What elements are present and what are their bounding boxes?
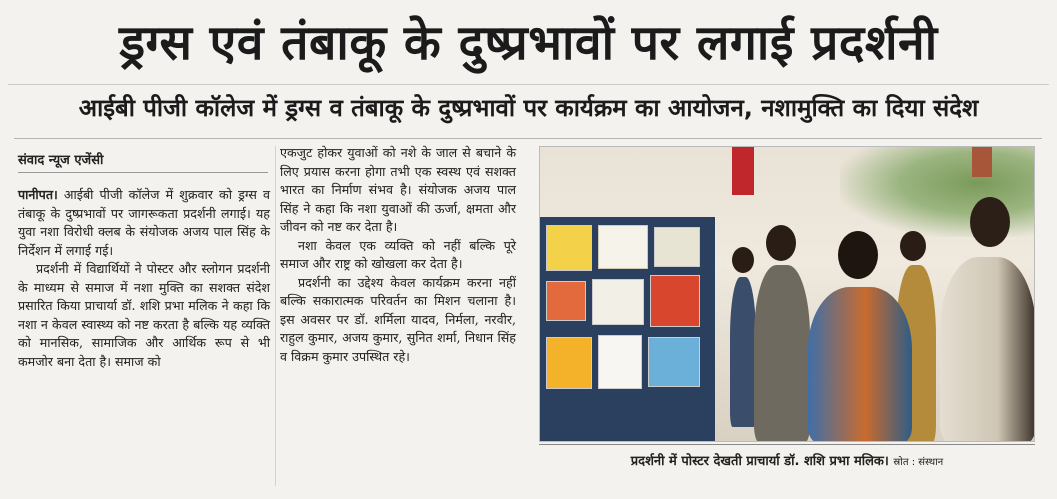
poster [592, 279, 644, 325]
poster [650, 275, 700, 327]
byline-divider [18, 172, 268, 173]
photo-caption [539, 448, 1035, 476]
poster [648, 337, 700, 387]
paragraph: एकजुट होकर युवाओं को नशे के जाल से बचाने के लिए प्रयास करना होगा तभी एक स्वस्थ एवं सशक्त भारत का निर्माण संभव है। संयोजक अजय पाल सिंह ने कहा कि नशा युवाओं की ऊर्जा, क्षमता और जीवन को नष्ट कर देता है। [280, 145, 516, 234]
poster [546, 337, 592, 389]
poster [546, 281, 586, 321]
subheadline: आईबी पीजी कॉलेज में ड्रग्स व तंबाकू के दुष्प्रभावों पर कार्यक्रम का आयोजन, नशामुक्ति का दिया संदेश [78, 94, 979, 122]
paragraph [18, 186, 270, 260]
photo-person-head [970, 197, 1010, 247]
photo-person [730, 277, 756, 427]
dateline: पानीपत। [18, 187, 58, 202]
photo-flag [732, 147, 754, 195]
column-divider [275, 146, 276, 486]
poster [598, 225, 648, 269]
poster [546, 225, 592, 271]
paragraph: नशा केवल एक व्यक्ति को नहीं बल्कि पूरे समाज और राष्ट्र को खोखला कर देता है। [280, 237, 516, 271]
paragraph: प्रदर्शनी का उद्देश्य केवल कार्यक्रम करना नहीं बल्कि सकारात्मक परिवर्तन का मिशन चलाना है। इस अवसर पर डॉ. शर्मिला यादव, निर्मला, नरवीर, राहुल कुमार, अजय कुमार, सुनित शर्मा, निधान सिंह व विक्रम कुमार उपस्थित रहे। [280, 274, 516, 364]
photo-person-head [732, 247, 754, 273]
photo-person [940, 257, 1035, 442]
poster [654, 227, 700, 267]
photo-source: स्रोत : संस्थान [893, 457, 944, 468]
paragraph: प्रदर्शनी में विद्यार्थियों ने पोस्टर और स्लोगन प्रदर्शनी के माध्यम से समाज में नशा मुक्ति का सशक्त संदेश प्रसारित किया प्राचार्या डॉ. शशि प्रभा मलिक ने कहा कि नशा न केवल स्वास्थ्य को नष्ट करता है बल्कि यह व्यक्ति को मानसिक, सामाजिक और आर्थिक रूप से भी कमजोर बना देता है। समाज को [18, 261, 270, 369]
headline-divider [8, 84, 1049, 85]
article-column-1 [18, 186, 270, 371]
headline: ड्रग्स एवं तंबाकू के दुष्प्रभावों पर लगाई प्रदर्शनी [119, 15, 938, 71]
photo-person [754, 265, 810, 442]
photo-flag [972, 147, 992, 177]
news-photo [539, 146, 1035, 442]
photo-person-head [838, 231, 878, 279]
caption-text: प्रदर्शनी में पोस्टर देखती प्राचार्या डॉ. शशि प्रभा मलिक। [630, 454, 889, 469]
caption-divider [539, 444, 1035, 445]
poster [598, 335, 642, 389]
subheadline-divider [14, 138, 1042, 139]
photo-person-head [900, 231, 926, 261]
poster-board [540, 217, 715, 442]
photo-person-head [766, 225, 796, 261]
photo-person [808, 287, 912, 442]
article-column-2 [280, 144, 516, 366]
byline: संवाद न्यूज एजेंसी [18, 153, 104, 168]
paragraph-text: आईबी पीजी कॉलेज में शुक्रवार को ड्रग्स व तंबाकू के दुष्प्रभावों पर जागरूकता प्रदर्शनी लगाई। यह युवा नशा विरोधी क्लब के संयोजक अजय पाल सिंह के निर्देशन में लगाई गई। [18, 187, 270, 258]
